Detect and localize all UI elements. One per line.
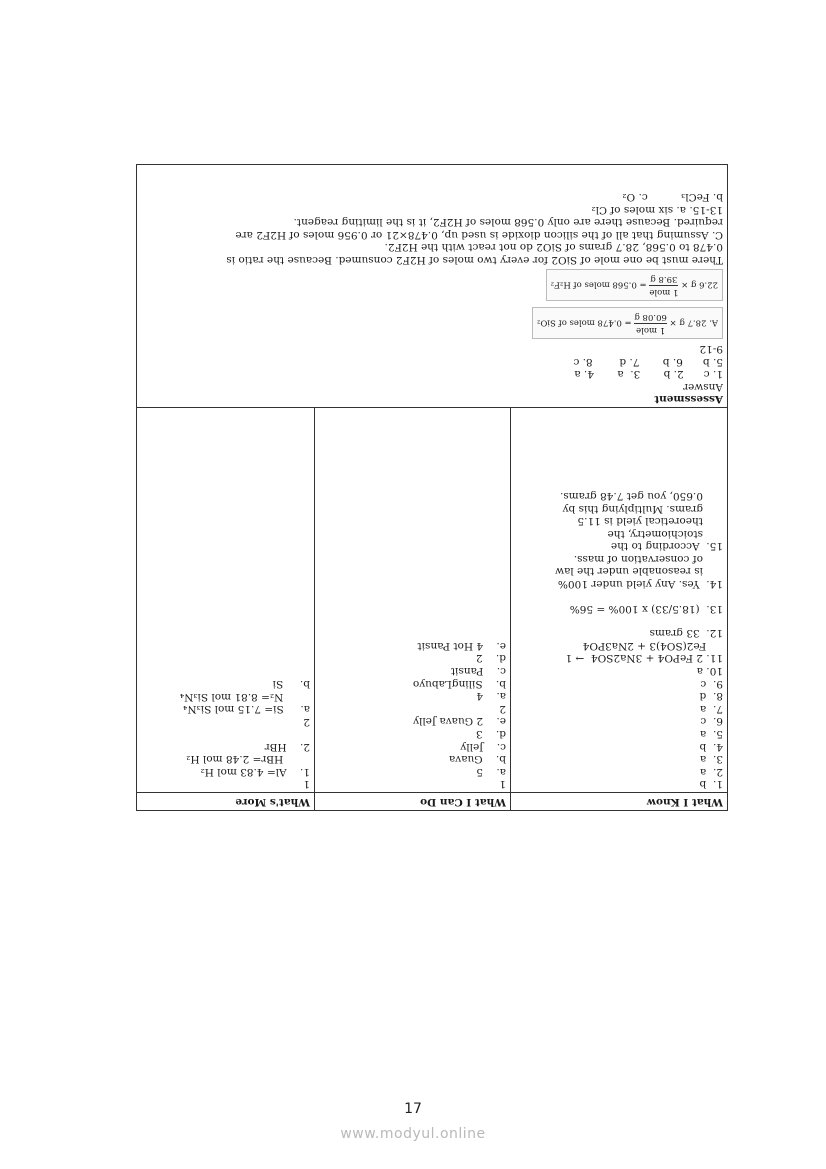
answer-line: d. 2	[475, 652, 506, 665]
answer-line: 3. a	[700, 753, 723, 766]
answer-line: theoretical yield is 11.5	[577, 515, 723, 528]
assessment-paragraph	[141, 191, 723, 267]
answer-line: 2	[499, 702, 506, 715]
calculation-sio2: A. 28.7 g × 1 mole 60.08 g = 0.478 moles of SiO₂	[532, 307, 723, 339]
header-what-i-can-do: What I Can Do	[315, 793, 511, 811]
what-i-can-do-answers	[315, 408, 511, 793]
answer-line: grams. Multiplying this by	[562, 502, 723, 515]
header-what-i-know: What I Know	[511, 793, 728, 811]
whats-more-answers	[137, 408, 315, 793]
answer-line: c. Pansit	[450, 665, 506, 678]
answer-line: a. Si= 7.15 mol Si₃N₄	[183, 703, 310, 716]
calculation-h2f2: 22.6 g × 1 mole 39.8 g = 0.568 moles of H₂F₂	[546, 269, 723, 301]
answer-line: 1	[303, 778, 310, 791]
answer-line: stoichiometry, the	[607, 527, 723, 540]
paragraph-line: b. FeCl₃ c. O₂	[622, 191, 723, 204]
paragraph-line: C. Assuming that all of the silicon dioxide is used up, 0.478×21 or 0.956 moles of H2F2 are	[235, 228, 723, 241]
answer-line: c. Jelly	[460, 740, 506, 753]
answer-line: 12. 33 grams	[649, 627, 723, 640]
paragraph-line: There must be one mole of SiO2 for every two moles of H2F2 consumed. Because the ratio is	[226, 254, 723, 267]
answer-line: 1. Al= 4.83 mol H₂	[200, 765, 310, 778]
answer-line: 11. 2 FePO4 + 3Na2SO4 → 1	[565, 652, 723, 665]
answer-line: N₂= 8.81 mol Si₃N₄	[179, 690, 310, 703]
answer-line: 7. a	[700, 702, 723, 715]
answer-line: Fe2(SO4)3 + 2Na3PO4	[582, 639, 723, 652]
paragraph-line: 13-15. a. six moles of Cl₂	[591, 203, 723, 216]
answer-grid-row-1: 1. c 2. b 3. a 4. a	[574, 368, 723, 381]
answer-line: 14. Yes. Any yield under 100%	[557, 578, 723, 591]
answer-line: of conservation of mass.	[573, 552, 723, 565]
answer-line: d. 3	[475, 728, 506, 741]
answer-line	[141, 728, 310, 740]
answer-line: b. Guava	[448, 753, 506, 766]
answer-line: a. 5	[476, 765, 506, 778]
answer-line: 2. HBr	[264, 740, 310, 753]
answer-line: 8. d	[699, 690, 723, 703]
answer-line: b. Si	[272, 678, 310, 691]
page-number: 17	[404, 1101, 422, 1117]
answer-key-sheet	[137, 156, 728, 811]
what-i-know-answers	[511, 408, 728, 793]
answer-line: HBr= 2.48 mol H₂	[186, 753, 310, 766]
assessment-heading: Assessment	[654, 393, 723, 406]
answer-line: b. SilingLabuyo	[412, 677, 506, 690]
answer-line: 5. a	[700, 728, 723, 741]
answer-line: e. 4 Hot Pansit	[417, 639, 506, 652]
answer-line: 0.650, you get 7.48 grams.	[559, 489, 723, 502]
answer-line: a. 4	[476, 690, 506, 703]
answer-line: 2	[303, 716, 310, 729]
answer-grid-row-2: 5. b 6. b 7. d 8. c	[573, 355, 723, 368]
answer-line: 2. a	[700, 765, 723, 778]
answer-line: 4. b	[699, 740, 723, 753]
answer-line: 6. c	[700, 715, 723, 728]
answer-line	[515, 590, 723, 602]
answer-line: 13. (18.5/33) x 100% = 56%	[569, 602, 723, 615]
answer-line: 9. c	[700, 677, 723, 690]
answer-line: 1	[499, 778, 506, 791]
answer-line: 15. According to the	[610, 540, 723, 553]
answer-line: is reasonable under the law	[555, 565, 723, 578]
assessment-section	[137, 165, 728, 408]
site-watermark: www.modyul.online	[340, 1126, 486, 1142]
answer-grid-row-3: 9-12	[699, 343, 723, 356]
answer-label: Answer	[683, 380, 723, 393]
paragraph-line: 0.478 to 0.568, 28.7 grams of SiO2 do not react with the H2F2.	[384, 241, 723, 254]
answer-line: e. 2 Guava Jelly	[413, 715, 506, 728]
answer-line: 1. b	[699, 778, 723, 791]
answer-line: 10. a	[696, 665, 723, 678]
header-whats-more: What's More	[137, 793, 315, 811]
answer-line	[515, 615, 723, 627]
paragraph-line: required. Because there are only 0.568 moles of H2F2, it is the limiting reagent.	[293, 216, 723, 229]
answer-key-table	[136, 164, 728, 811]
